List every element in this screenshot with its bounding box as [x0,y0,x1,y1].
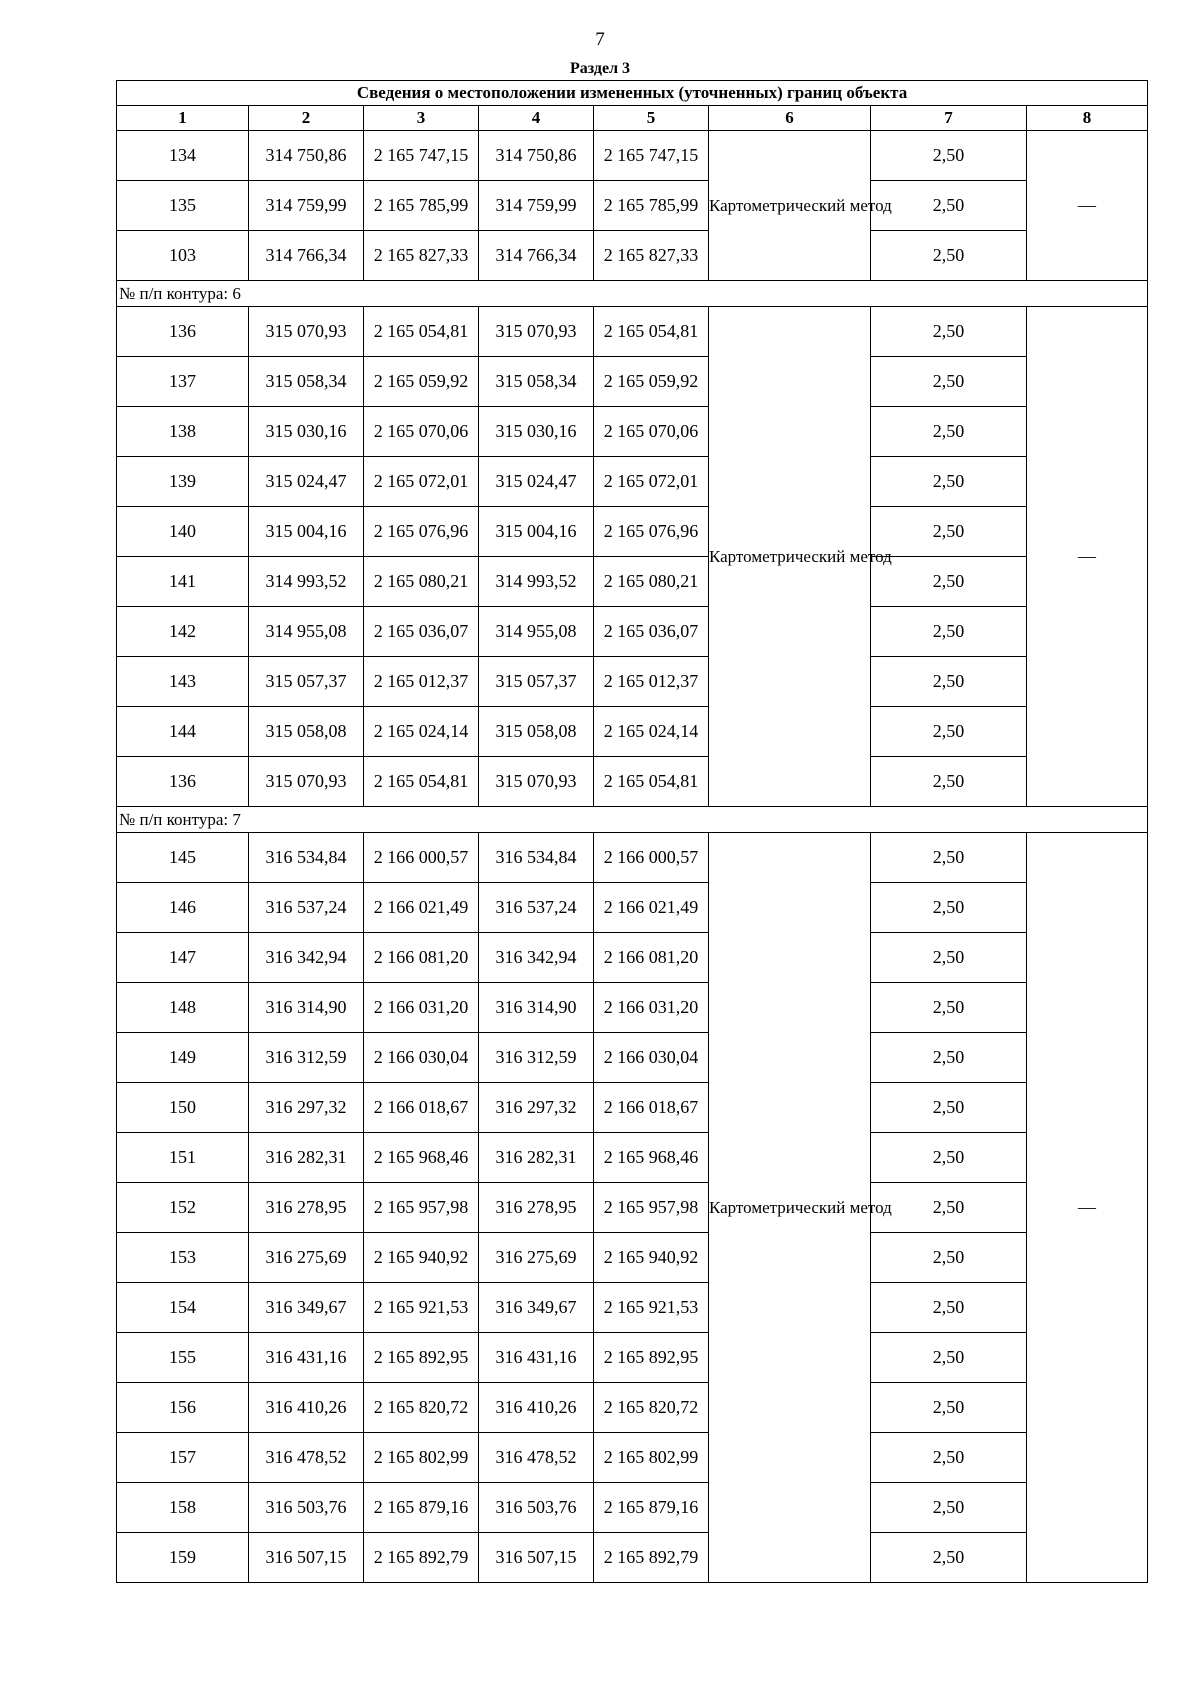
method-cell: Картометрический метод [709,307,871,807]
x-old-cell: 316 278,95 [249,1183,364,1233]
table-row [117,131,1148,181]
x-old-cell: 316 534,84 [249,833,364,883]
point-number-cell: 153 [117,1233,249,1283]
y-old-cell: 2 166 081,20 [364,933,479,983]
x-new-cell: 316 342,94 [479,933,594,983]
x-new-cell: 315 058,34 [479,357,594,407]
y-new-cell: 2 165 785,99 [594,181,709,231]
x-old-cell: 315 070,93 [249,757,364,807]
accuracy-cell: 2,50 [871,983,1027,1033]
x-new-cell: 316 537,24 [479,883,594,933]
y-old-cell: 2 165 747,15 [364,131,479,181]
table-caption-row [117,81,1148,106]
x-new-cell: 315 004,16 [479,507,594,557]
y-new-cell: 2 165 892,95 [594,1333,709,1383]
table-row [117,1133,1148,1183]
y-new-cell: 2 165 054,81 [594,307,709,357]
y-new-cell: 2 166 021,49 [594,883,709,933]
point-number-cell: 146 [117,883,249,933]
accuracy-cell: 2,50 [871,707,1027,757]
y-old-cell: 2 165 957,98 [364,1183,479,1233]
accuracy-cell: 2,50 [871,883,1027,933]
table-row [117,1083,1148,1133]
accuracy-cell: 2,50 [871,1533,1027,1583]
y-new-cell: 2 165 059,92 [594,357,709,407]
x-new-cell: 316 275,69 [479,1233,594,1283]
y-old-cell: 2 165 072,01 [364,457,479,507]
point-number-cell: 137 [117,357,249,407]
point-number-cell: 135 [117,181,249,231]
point-number-cell: 154 [117,1283,249,1333]
y-new-cell: 2 165 012,37 [594,657,709,707]
x-old-cell: 316 410,26 [249,1383,364,1433]
y-old-cell: 2 165 802,99 [364,1433,479,1483]
contour-label-row [117,281,1148,307]
x-new-cell: 316 278,95 [479,1183,594,1233]
point-number-cell: 150 [117,1083,249,1133]
x-new-cell: 315 024,47 [479,457,594,507]
accuracy-cell: 2,50 [871,407,1027,457]
y-old-cell: 2 166 021,49 [364,883,479,933]
y-old-cell: 2 165 968,46 [364,1133,479,1183]
x-new-cell: 314 750,86 [479,131,594,181]
column-number: 4 [479,106,594,131]
table-row [117,1333,1148,1383]
column-number: 7 [871,106,1027,131]
y-new-cell: 2 165 968,46 [594,1133,709,1183]
y-new-cell: 2 165 892,79 [594,1533,709,1583]
boundary-coordinates-table [116,80,1148,1583]
x-old-cell: 315 058,08 [249,707,364,757]
note-cell: — [1027,131,1148,281]
accuracy-cell: 2,50 [871,1233,1027,1283]
point-number-cell: 147 [117,933,249,983]
point-number-cell: 156 [117,1383,249,1433]
accuracy-cell: 2,50 [871,131,1027,181]
x-new-cell: 315 058,08 [479,707,594,757]
x-new-cell: 316 312,59 [479,1033,594,1083]
y-old-cell: 2 165 879,16 [364,1483,479,1533]
y-new-cell: 2 165 024,14 [594,707,709,757]
y-new-cell: 2 165 802,99 [594,1433,709,1483]
accuracy-cell: 2,50 [871,181,1027,231]
y-old-cell: 2 165 892,79 [364,1533,479,1583]
accuracy-cell: 2,50 [871,507,1027,557]
x-old-cell: 315 030,16 [249,407,364,457]
column-number: 2 [249,106,364,131]
x-old-cell: 315 070,93 [249,307,364,357]
y-new-cell: 2 165 076,96 [594,507,709,557]
y-new-cell: 2 166 030,04 [594,1033,709,1083]
table-body [117,81,1148,1583]
table-row [117,181,1148,231]
contour-label: № п/п контура: 6 [117,281,1148,307]
table-row [117,607,1148,657]
method-cell: Картометрический метод [709,833,871,1583]
contour-label: № п/п контура: 7 [117,807,1148,833]
y-new-cell: 2 165 072,01 [594,457,709,507]
y-old-cell: 2 165 820,72 [364,1383,479,1433]
x-new-cell: 315 070,93 [479,757,594,807]
x-new-cell: 316 410,26 [479,1383,594,1433]
accuracy-cell: 2,50 [871,457,1027,507]
table-row [117,1033,1148,1083]
x-new-cell: 316 282,31 [479,1133,594,1183]
x-old-cell: 316 478,52 [249,1433,364,1483]
table-row [117,1483,1148,1533]
column-number: 5 [594,106,709,131]
x-old-cell: 314 750,86 [249,131,364,181]
x-new-cell: 316 349,67 [479,1283,594,1333]
x-old-cell: 314 993,52 [249,557,364,607]
table-row [117,1283,1148,1333]
column-number: 6 [709,106,871,131]
x-old-cell: 316 282,31 [249,1133,364,1183]
y-old-cell: 2 165 940,92 [364,1233,479,1283]
y-new-cell: 2 165 957,98 [594,1183,709,1233]
point-number-cell: 157 [117,1433,249,1483]
x-old-cell: 316 342,94 [249,933,364,983]
table-row [117,833,1148,883]
point-number-cell: 148 [117,983,249,1033]
section-title: Раздел 3 [569,60,631,77]
point-number-cell: 144 [117,707,249,757]
x-old-cell: 315 024,47 [249,457,364,507]
table-row [117,357,1148,407]
table-row [117,707,1148,757]
column-number: 3 [364,106,479,131]
x-old-cell: 316 312,59 [249,1033,364,1083]
x-new-cell: 315 070,93 [479,307,594,357]
x-new-cell: 314 766,34 [479,231,594,281]
accuracy-cell: 2,50 [871,1333,1027,1383]
point-number-cell: 142 [117,607,249,657]
x-old-cell: 314 759,99 [249,181,364,231]
y-old-cell: 2 165 921,53 [364,1283,479,1333]
note-cell: — [1027,307,1148,807]
table-row [117,407,1148,457]
point-number-cell: 136 [117,307,249,357]
y-old-cell: 2 165 785,99 [364,181,479,231]
column-number: 1 [117,106,249,131]
x-new-cell: 315 057,37 [479,657,594,707]
x-old-cell: 315 058,34 [249,357,364,407]
table-row [117,231,1148,281]
y-new-cell: 2 165 921,53 [594,1283,709,1333]
point-number-cell: 145 [117,833,249,883]
x-new-cell: 315 030,16 [479,407,594,457]
table-row [117,933,1148,983]
x-new-cell: 316 431,16 [479,1333,594,1383]
x-old-cell: 316 297,32 [249,1083,364,1133]
y-new-cell: 2 165 820,72 [594,1383,709,1433]
x-new-cell: 316 507,15 [479,1533,594,1583]
point-number-cell: 155 [117,1333,249,1383]
x-new-cell: 316 478,52 [479,1433,594,1483]
table-caption: Сведения о местоположении измененных (уточненных) границ объекта [117,81,1148,106]
accuracy-cell: 2,50 [871,231,1027,281]
accuracy-cell: 2,50 [871,657,1027,707]
y-old-cell: 2 165 892,95 [364,1333,479,1383]
x-old-cell: 316 349,67 [249,1283,364,1333]
table-row [117,557,1148,607]
y-old-cell: 2 165 076,96 [364,507,479,557]
x-old-cell: 316 507,15 [249,1533,364,1583]
contour-label-row [117,807,1148,833]
point-number-cell: 149 [117,1033,249,1083]
table-row [117,1533,1148,1583]
accuracy-cell: 2,50 [871,557,1027,607]
accuracy-cell: 2,50 [871,1033,1027,1083]
y-new-cell: 2 166 018,67 [594,1083,709,1133]
y-old-cell: 2 165 012,37 [364,657,479,707]
point-number-cell: 103 [117,231,249,281]
y-old-cell: 2 165 059,92 [364,357,479,407]
table-row [117,307,1148,357]
note-cell: — [1027,833,1148,1583]
y-old-cell: 2 166 030,04 [364,1033,479,1083]
point-number-cell: 136 [117,757,249,807]
point-number-cell: 140 [117,507,249,557]
column-number-row [117,106,1148,131]
y-new-cell: 2 165 827,33 [594,231,709,281]
x-old-cell: 315 057,37 [249,657,364,707]
y-new-cell: 2 166 000,57 [594,833,709,883]
table-row [117,507,1148,557]
accuracy-cell: 2,50 [871,1183,1027,1233]
method-cell: Картометрический метод [709,131,871,281]
x-old-cell: 314 766,34 [249,231,364,281]
accuracy-cell: 2,50 [871,1283,1027,1333]
y-new-cell: 2 165 879,16 [594,1483,709,1533]
x-new-cell: 314 955,08 [479,607,594,657]
point-number-cell: 151 [117,1133,249,1183]
x-old-cell: 316 275,69 [249,1233,364,1283]
table-row [117,983,1148,1033]
accuracy-cell: 2,50 [871,357,1027,407]
table-row [117,883,1148,933]
x-new-cell: 316 297,32 [479,1083,594,1133]
accuracy-cell: 2,50 [871,1483,1027,1533]
accuracy-cell: 2,50 [871,1133,1027,1183]
table-row [117,1233,1148,1283]
x-old-cell: 316 314,90 [249,983,364,1033]
table-row [117,457,1148,507]
table-row [117,757,1148,807]
y-new-cell: 2 166 031,20 [594,983,709,1033]
accuracy-cell: 2,50 [871,1433,1027,1483]
page-number: 7 [595,29,605,50]
x-new-cell: 316 503,76 [479,1483,594,1533]
y-old-cell: 2 165 054,81 [364,757,479,807]
point-number-cell: 138 [117,407,249,457]
y-old-cell: 2 166 000,57 [364,833,479,883]
y-old-cell: 2 165 070,06 [364,407,479,457]
point-number-cell: 141 [117,557,249,607]
point-number-cell: 139 [117,457,249,507]
y-new-cell: 2 165 070,06 [594,407,709,457]
y-old-cell: 2 165 827,33 [364,231,479,281]
x-new-cell: 314 759,99 [479,181,594,231]
x-old-cell: 316 431,16 [249,1333,364,1383]
y-new-cell: 2 165 080,21 [594,557,709,607]
x-old-cell: 316 537,24 [249,883,364,933]
accuracy-cell: 2,50 [871,1083,1027,1133]
y-new-cell: 2 165 940,92 [594,1233,709,1283]
y-old-cell: 2 165 054,81 [364,307,479,357]
point-number-cell: 159 [117,1533,249,1583]
x-new-cell: 314 993,52 [479,557,594,607]
y-old-cell: 2 166 018,67 [364,1083,479,1133]
x-new-cell: 316 534,84 [479,833,594,883]
accuracy-cell: 2,50 [871,607,1027,657]
y-new-cell: 2 165 054,81 [594,757,709,807]
point-number-cell: 158 [117,1483,249,1533]
table-row [117,1383,1148,1433]
y-new-cell: 2 166 081,20 [594,933,709,983]
table-row [117,657,1148,707]
y-old-cell: 2 165 024,14 [364,707,479,757]
point-number-cell: 134 [117,131,249,181]
accuracy-cell: 2,50 [871,307,1027,357]
table-row [117,1433,1148,1483]
x-old-cell: 314 955,08 [249,607,364,657]
accuracy-cell: 2,50 [871,757,1027,807]
column-number: 8 [1027,106,1148,131]
y-new-cell: 2 165 747,15 [594,131,709,181]
x-old-cell: 316 503,76 [249,1483,364,1533]
x-new-cell: 316 314,90 [479,983,594,1033]
y-old-cell: 2 165 036,07 [364,607,479,657]
point-number-cell: 152 [117,1183,249,1233]
y-old-cell: 2 166 031,20 [364,983,479,1033]
accuracy-cell: 2,50 [871,833,1027,883]
accuracy-cell: 2,50 [871,1383,1027,1433]
x-old-cell: 315 004,16 [249,507,364,557]
accuracy-cell: 2,50 [871,933,1027,983]
y-new-cell: 2 165 036,07 [594,607,709,657]
table-row [117,1183,1148,1233]
point-number-cell: 143 [117,657,249,707]
y-old-cell: 2 165 080,21 [364,557,479,607]
